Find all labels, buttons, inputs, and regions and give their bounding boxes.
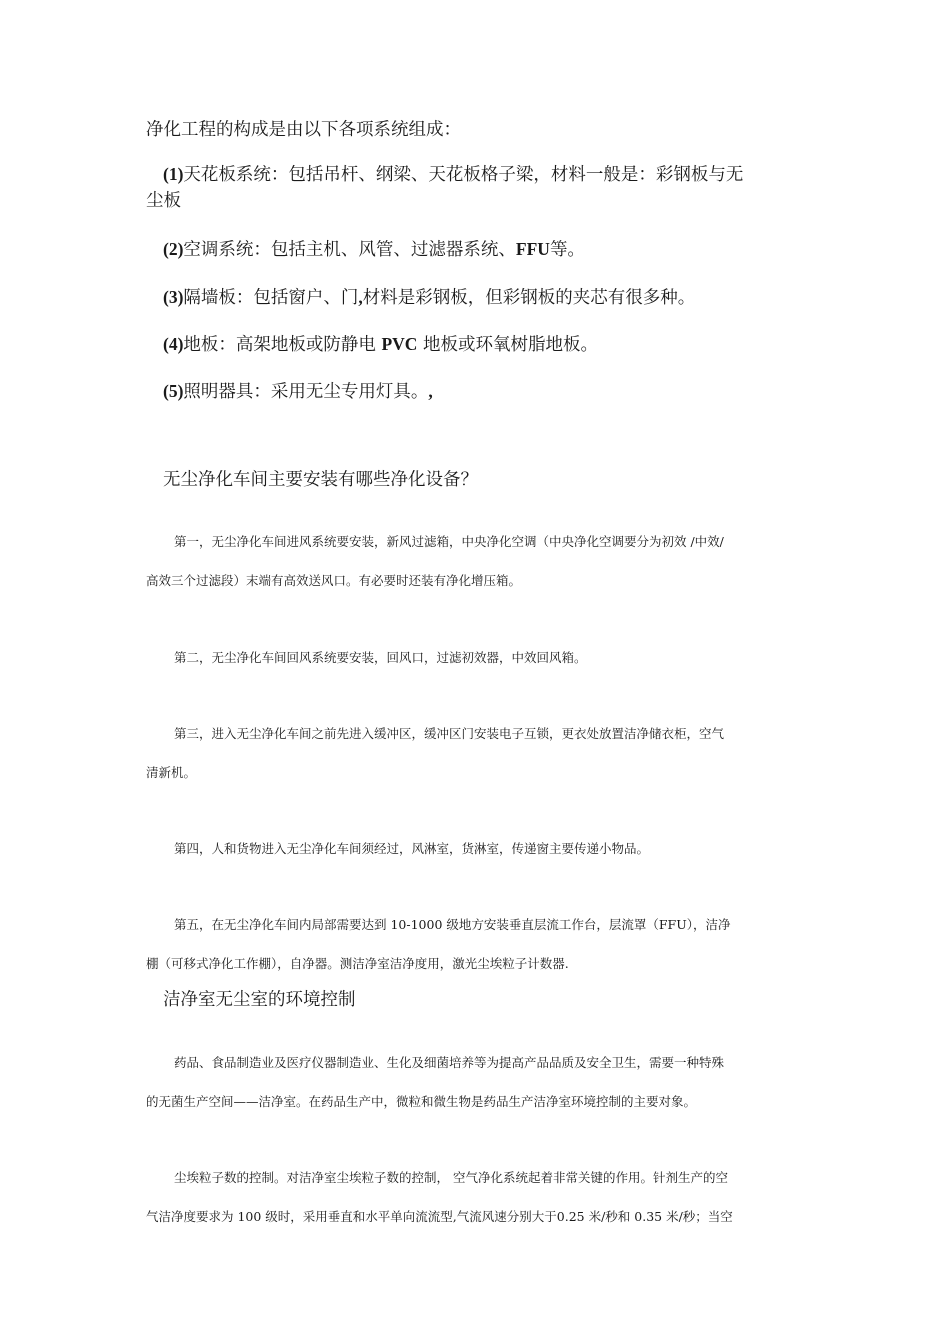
system-3-text-b: 材料是彩钢板，但彩钢板的夹芯有很多种。 bbox=[362, 288, 696, 308]
system-4-number: (4) bbox=[163, 334, 184, 354]
section2-p2-line1: 尘埃粒子数的控制。对洁净室尘埃粒子数的控制， 空气净化系统起着非常关键的作用。针剂生产的空 bbox=[174, 1170, 728, 1185]
system-3-number: (3) bbox=[163, 287, 184, 307]
system-2-text-a: 空调系统：包括主机、风管、过滤器系统、 bbox=[183, 240, 516, 260]
section2-p2-line2: 气洁净度要求为 100 级时，采用垂直和水平单向流流型,气流风速分别大于0.25 米/秒和 0.35 米/秒；当空 bbox=[146, 1209, 733, 1224]
system-1-number: (1) bbox=[163, 164, 184, 184]
section1-p1-line1: 第一，无尘净化车间进风系统要安装，新风过滤箱，中央净化空调（中央净化空调要分为初效 /中效/ bbox=[174, 534, 724, 549]
system-3-text-a: 隔墙板：包括窗户、门 bbox=[183, 288, 359, 308]
system-item-1-cont: 尘板 bbox=[146, 191, 181, 211]
section1-p5-line1: 第五，在无尘净化车间内局部需要达到 10-1000 级地方安装垂直层流工作台，层流罩（FFU），洁净 bbox=[174, 917, 731, 932]
system-3-bold: , bbox=[358, 287, 363, 307]
system-item-5 bbox=[163, 378, 433, 403]
intro-line: 净化工程的构成是由以下各项系统组成： bbox=[146, 120, 461, 140]
section1-p5-line2: 棚（可移式净化工作棚），自净器。测洁净室洁净度用，激光尘埃粒子计数器. bbox=[146, 956, 569, 971]
system-item-4 bbox=[163, 331, 598, 356]
system-5-bold: , bbox=[428, 381, 433, 401]
system-4-text-b: 地板或环氧树脂地板。 bbox=[417, 335, 598, 355]
section2-heading: 洁净室无尘室的环境控制 bbox=[163, 990, 356, 1010]
section1-p4: 第四，人和货物进入无尘净化车间须经过，风淋室，货淋室，传递窗主要传递小物品。 bbox=[174, 841, 650, 856]
system-item-3 bbox=[163, 284, 695, 309]
system-2-bold: FFU bbox=[515, 239, 550, 259]
system-2-text-b: 等。 bbox=[549, 240, 585, 260]
section2-p1-line2: 的无菌生产空间——洁净室。在药品生产中，微粒和微生物是药品生产洁净室环境控制的主要对象。 bbox=[146, 1094, 697, 1109]
section1-p3-line1: 第三，进入无尘净化车间之前先进入缓冲区，缓冲区门安装电子互锁，更衣处放置洁净储衣柜，空气 bbox=[174, 726, 725, 741]
system-1-text: 天花板系统：包括吊杆、纲梁、天花板格子梁，材料一般是：彩钢板与无 bbox=[183, 165, 744, 185]
section1-p1-line2: 高效三个过滤段）末端有高效送风口。有必要时还装有净化增压箱。 bbox=[146, 573, 522, 588]
system-4-text-a: 地板：高架地板或防静电 bbox=[183, 335, 382, 355]
system-item-2 bbox=[163, 236, 585, 261]
system-item-1 bbox=[163, 161, 743, 186]
section1-p2: 第二，无尘净化车间回风系统要安装，回风口，过滤初效器，中效回风箱。 bbox=[174, 650, 587, 665]
system-4-bold: PVC bbox=[381, 334, 418, 354]
system-5-number: (5) bbox=[163, 381, 184, 401]
section1-p3-line2: 清新机。 bbox=[146, 765, 197, 780]
section1-heading: 无尘净化车间主要安装有哪些净化设备？ bbox=[163, 470, 478, 490]
system-2-number: (2) bbox=[163, 239, 184, 259]
system-5-text-a: 照明器具：采用无尘专用灯具。 bbox=[183, 382, 429, 402]
section2-p1-line1: 药品、食品制造业及医疗仪器制造业、生化及细菌培养等为提高产品品质及安全卫生，需要一种特殊 bbox=[174, 1055, 725, 1070]
